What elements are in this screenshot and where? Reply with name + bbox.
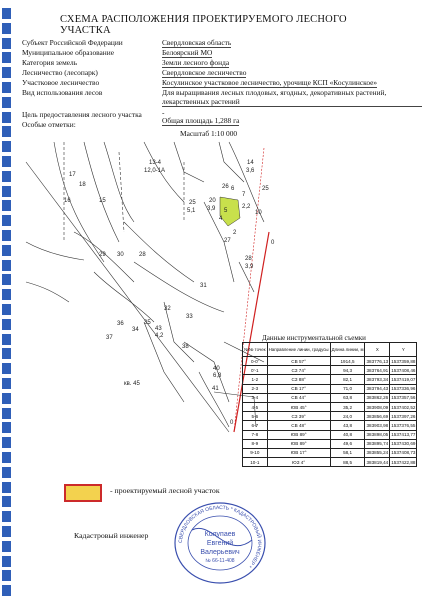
table-cell: СЗ 39° <box>267 412 330 421</box>
binder-hole <box>2 393 11 404</box>
table-cell: СВ 17° <box>267 384 330 393</box>
table-cell: 5-6 <box>243 412 268 421</box>
table-cell: 383855,24 <box>365 448 390 457</box>
table-cell: 24,0 <box>330 412 365 421</box>
table-cell: СВ 57° <box>267 357 330 366</box>
binder-hole <box>2 437 11 448</box>
table-cell: 383764,91 <box>365 366 390 375</box>
table-cell: 383895,74 <box>365 439 390 448</box>
table-cell: 1537422,88 <box>390 458 417 467</box>
table-cell: 383794,43 <box>365 384 390 393</box>
map-label: 12,0-1А <box>144 168 166 174</box>
table-cell: 1537419,07 <box>390 375 417 384</box>
binder-hole <box>2 97 11 108</box>
binder-hole <box>2 319 11 330</box>
binder-hole <box>2 230 11 241</box>
col-header-points: №№ точек <box>243 343 268 357</box>
table-cell: 82,1 <box>330 375 365 384</box>
map-label: 17 <box>69 172 76 178</box>
table-row <box>243 412 417 421</box>
binder-hole <box>2 511 11 522</box>
table-cell: 43,8 <box>330 421 365 430</box>
table-row <box>243 439 417 448</box>
map-label: 27 <box>224 238 231 244</box>
map-label: 20 <box>209 198 216 204</box>
document-title: СХЕМА РАСПОЛОЖЕНИЯ ПРОЕКТИРУЕМОГО ЛЕСНОГО УЧАСТКА <box>60 14 347 36</box>
stamp-reg-number: № 66-11-408 <box>205 558 235 564</box>
table-cell: 383898,05 <box>365 430 390 439</box>
table-cell: 1537408,73 <box>390 448 417 457</box>
stamp-line-3: Валерьевич <box>200 549 240 556</box>
map-label: 38 <box>182 344 189 350</box>
map-label: 40 <box>213 366 220 372</box>
binder-hole <box>2 334 11 345</box>
binder-hole <box>2 556 11 567</box>
map-label: 5,1 <box>187 208 196 214</box>
table-row <box>243 393 417 402</box>
table-cell: 6-7 <box>243 421 268 430</box>
binder-strip <box>0 0 14 600</box>
engineer-stamp <box>172 500 268 586</box>
map-label: 5 <box>224 208 228 214</box>
table-cell: ЮВ 89° <box>267 430 330 439</box>
binder-hole <box>2 541 11 552</box>
map-label: 36 <box>117 321 124 327</box>
col-header-y: Y <box>390 343 417 357</box>
map-label: 6 <box>231 186 235 192</box>
binder-hole <box>2 200 11 211</box>
stamp-line-1: Колупаев <box>204 531 236 538</box>
binder-hole <box>2 482 11 493</box>
map-label: 10 <box>255 210 262 216</box>
legend-swatch <box>64 484 102 502</box>
field-value-municipality: Белоярский МО <box>162 48 213 57</box>
map-label: 4,2 <box>155 333 164 339</box>
binder-hole <box>2 8 11 19</box>
map-label: 2 <box>233 230 237 236</box>
map-label: 3,6 <box>246 168 255 174</box>
field-label-district-forestry: Участковое лесничество <box>22 78 100 87</box>
binder-hole <box>2 23 11 34</box>
table-cell: 1537397,26 <box>390 412 417 421</box>
field-value-district-forestry: Косулинское участковое лесничество, урочище КСП «Косулинское» <box>162 78 378 87</box>
table-cell: СВ 48° <box>267 421 330 430</box>
table-row <box>243 421 417 430</box>
map-label: 18 <box>79 182 86 188</box>
table-cell: 1537357,56 <box>390 393 417 402</box>
field-label-land-category: Категория земель <box>22 58 78 67</box>
table-cell: 383793,34 <box>365 375 390 384</box>
table-cell: 383903,98 <box>365 421 390 430</box>
field-label-special-notes: Особые отметки: <box>22 120 76 129</box>
table-cell: ЮЗ 4° <box>267 458 330 467</box>
field-label-forest-use: Вид использования лесов <box>22 88 103 97</box>
legend-label: - проектируемый лесной участок <box>110 486 220 495</box>
map-label: 43 <box>155 326 162 332</box>
map-label: 26 <box>222 184 229 190</box>
map-label: 30 <box>117 252 124 258</box>
map-scale: Масштаб 1:10 000 <box>180 129 238 138</box>
table-cell: ЮВ 45° <box>267 402 330 411</box>
binder-hole <box>2 570 11 581</box>
binder-hole <box>2 260 11 271</box>
table-row <box>243 402 417 411</box>
table-cell: 1537376,55 <box>390 421 417 430</box>
table-cell: 35,2 <box>330 402 365 411</box>
map-label: кв. 45 <box>124 381 140 387</box>
field-value-forestry: Свердловское лесничество <box>162 68 247 77</box>
table-cell: СВ 44° <box>267 393 330 402</box>
binder-hole <box>2 141 11 152</box>
col-header-length: Длина линии, м <box>330 343 365 357</box>
table-cell: 0'-1 <box>243 366 268 375</box>
table-cell: 71,0 <box>330 384 365 393</box>
table-cell: 1537430,69 <box>390 439 417 448</box>
binder-hole <box>2 467 11 478</box>
map-label: 41 <box>212 386 219 392</box>
col-header-direction: Направление линии, градусы <box>267 343 330 357</box>
engineer-label: Кадастровый инженер <box>74 531 149 540</box>
map-label: 6,8 <box>213 373 222 379</box>
table-cell: 1914,5 <box>330 357 365 366</box>
binder-hole <box>2 348 11 359</box>
map-label: 25 <box>262 186 269 192</box>
project-plot-area <box>220 197 240 226</box>
map-label: 32 <box>164 306 171 312</box>
map-label: 33 <box>186 314 193 320</box>
table-cell: 88,5 <box>330 458 365 467</box>
table-cell: 9-10 <box>243 448 268 457</box>
table-row <box>243 384 417 393</box>
binder-hole <box>2 112 11 123</box>
table-cell: 383856,69 <box>365 412 390 421</box>
field-value-forest-use: Для выращивания лесных плодовых, ягодных, декоративных растений, лекарственных растений <box>162 88 422 107</box>
binder-hole <box>2 422 11 433</box>
table-row <box>243 448 417 457</box>
table-cell: 383819,44 <box>365 458 390 467</box>
survey-table-title: Данные инструментальной съемки <box>262 334 366 342</box>
table-cell: 383776,13 <box>365 357 390 366</box>
binder-hole <box>2 171 11 182</box>
field-label-forestry: Лесничество (лесопарк) <box>22 68 98 77</box>
map-label: 16 <box>64 198 71 204</box>
table-cell: 63,8 <box>330 393 365 402</box>
total-area: Общая площадь 1,288 га <box>162 116 240 125</box>
binder-hole <box>2 289 11 300</box>
table-row <box>243 366 417 375</box>
table-cell: СЗ 74° <box>267 366 330 375</box>
map-label: 3,9 <box>245 264 254 270</box>
table-cell: 10-1 <box>243 458 268 467</box>
map-label: 31 <box>200 283 207 289</box>
binder-hole <box>2 215 11 226</box>
field-label-subject: Субъект Российской Федерации <box>22 38 123 47</box>
table-cell: 7-8 <box>243 430 268 439</box>
table-row <box>243 375 417 384</box>
table-cell: 40,8 <box>330 430 365 439</box>
map-label: 14 <box>247 160 254 166</box>
table-cell: 49,6 <box>330 439 365 448</box>
binder-hole <box>2 378 11 389</box>
table-cell: 383908,09 <box>365 402 390 411</box>
forest-map <box>24 142 275 427</box>
map-label: 35 <box>144 320 151 326</box>
binder-hole <box>2 408 11 419</box>
map-label: 28 <box>139 252 146 258</box>
binder-hole <box>2 52 11 63</box>
binder-hole <box>2 304 11 315</box>
binder-hole <box>2 156 11 167</box>
map-label: 3,9 <box>207 206 216 212</box>
map-label: 13-4 <box>149 160 162 166</box>
field-label-municipality: Муниципальное образование <box>22 48 114 57</box>
map-label: 4 <box>219 216 223 222</box>
map-label: 15 <box>99 198 106 204</box>
field-value-purpose: - <box>162 108 165 117</box>
map-label: 29 <box>99 252 106 258</box>
col-header-x: X <box>365 343 390 357</box>
stamp-line-2: Евгений <box>206 540 234 547</box>
table-cell: 1537408,46 <box>390 366 417 375</box>
stamp-ring-text: СВЕРДЛОВСКАЯ ОБЛАСТЬ * КАДАСТРОВЫЙ ИНЖЕНЕР * <box>177 504 263 569</box>
field-value-land-category: Земли лесного фонда <box>162 58 230 67</box>
table-row <box>243 357 417 366</box>
table-cell: 1537336,96 <box>390 384 417 393</box>
field-label-purpose: Цель предоставления лесного участка <box>22 110 142 119</box>
binder-hole <box>2 274 11 285</box>
table-cell: 1-2 <box>243 375 268 384</box>
map-label: 37 <box>106 335 113 341</box>
binder-hole <box>2 67 11 78</box>
map-label: 7 <box>242 192 246 198</box>
binder-hole <box>2 245 11 256</box>
table-cell: 3-4 <box>243 393 268 402</box>
table-cell: СЗ 88° <box>267 375 330 384</box>
table-cell: 58,1 <box>330 448 365 457</box>
table-cell: 1537413,77 <box>390 430 417 439</box>
map-label: 0 <box>271 240 275 246</box>
map-label: 34 <box>132 327 139 333</box>
table-row <box>243 430 417 439</box>
survey-table <box>242 342 417 467</box>
binder-hole <box>2 363 11 374</box>
binder-hole <box>2 585 11 596</box>
field-value-subject: Свердловская область <box>162 38 232 47</box>
table-cell: 8-9 <box>243 439 268 448</box>
binder-hole <box>2 496 11 507</box>
map-label: 0 <box>230 420 234 426</box>
table-cell: 1537359,88 <box>390 357 417 366</box>
binder-hole <box>2 186 11 197</box>
table-cell: ЮВ 17° <box>267 448 330 457</box>
table-cell: 94,3 <box>330 366 365 375</box>
table-cell: 2-3 <box>243 384 268 393</box>
table-cell: 0-0' <box>243 357 268 366</box>
table-cell: 383862,26 <box>365 393 390 402</box>
binder-hole <box>2 126 11 137</box>
map-label: 28 <box>245 256 252 262</box>
table-cell: ЮВ 89° <box>267 439 330 448</box>
table-cell: 1537402,52 <box>390 402 417 411</box>
binder-hole <box>2 38 11 49</box>
binder-hole <box>2 452 11 463</box>
table-cell: 4-5 <box>243 402 268 411</box>
table-row <box>243 458 417 467</box>
map-label: 25 <box>189 200 196 206</box>
binder-hole <box>2 526 11 537</box>
map-label: 2,2 <box>242 204 251 210</box>
binder-hole <box>2 82 11 93</box>
